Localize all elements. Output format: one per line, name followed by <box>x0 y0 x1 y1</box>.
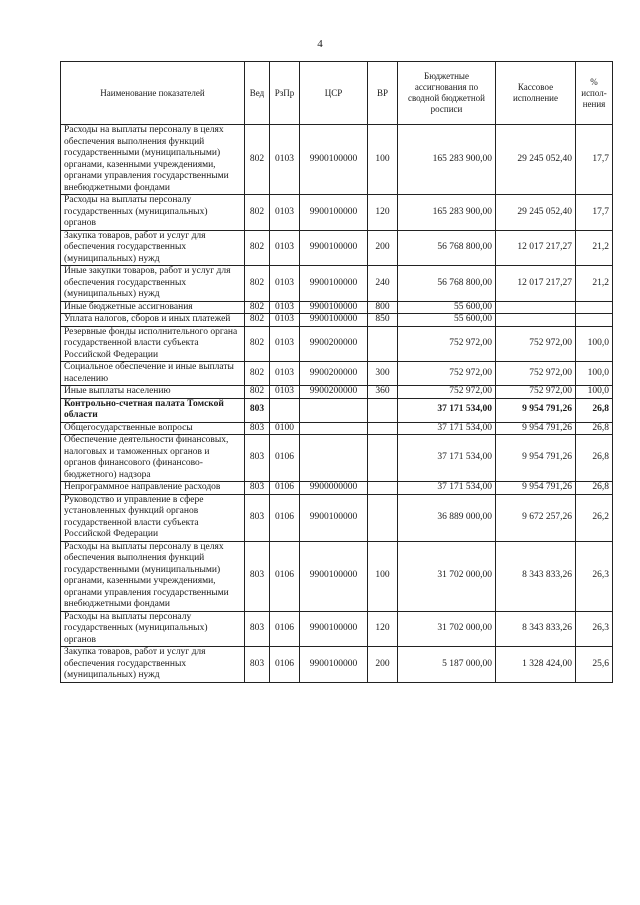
cell-assign: 37 171 534,00 <box>398 482 496 495</box>
cell-csr <box>300 422 368 435</box>
cell-csr: 9900100000 <box>300 314 368 327</box>
cell-rzpr: 0103 <box>270 362 300 386</box>
cell-vr <box>368 482 398 495</box>
cell-vr <box>368 326 398 362</box>
cell-name: Руководство и управление в сфере установленных функций органов государственной власти субъекта Российской Федерации <box>61 494 245 541</box>
cell-vr: 120 <box>368 195 398 231</box>
cell-csr: 9900000000 <box>300 482 368 495</box>
cell-pct: 21,2 <box>576 266 613 302</box>
cell-pct: 26,3 <box>576 541 613 611</box>
budget-execution-table <box>60 61 613 683</box>
cell-cash <box>496 314 576 327</box>
cell-assign: 56 768 800,00 <box>398 266 496 302</box>
cell-rzpr: 0106 <box>270 611 300 647</box>
cell-csr: 9900200000 <box>300 326 368 362</box>
cell-rzpr: 0106 <box>270 435 300 482</box>
cell-csr: 9900100000 <box>300 611 368 647</box>
cell-ved: 803 <box>245 482 270 495</box>
table-row <box>61 301 613 314</box>
cell-rzpr: 0103 <box>270 326 300 362</box>
cell-rzpr: 0106 <box>270 482 300 495</box>
cell-rzpr: 0103 <box>270 314 300 327</box>
cell-ved: 803 <box>245 398 270 422</box>
cell-name: Уплата налогов, сборов и иных платежей <box>61 314 245 327</box>
table-header-row <box>61 62 613 125</box>
table-row <box>61 482 613 495</box>
cell-vr: 100 <box>368 125 398 195</box>
cell-pct: 26,8 <box>576 398 613 422</box>
cell-rzpr: 0103 <box>270 195 300 231</box>
cell-pct: 26,3 <box>576 611 613 647</box>
cell-ved: 802 <box>245 125 270 195</box>
cell-vr <box>368 494 398 541</box>
table-row <box>61 362 613 386</box>
cell-cash: 9 954 791,26 <box>496 422 576 435</box>
cell-name: Расходы на выплаты персоналу в целях обеспечения выполнения функций государственными (муниципальными) органами, казенными учреждениями, органами управления государственными внебюджетными фондами <box>61 541 245 611</box>
cell-pct: 26,8 <box>576 435 613 482</box>
cell-rzpr: 0106 <box>270 494 300 541</box>
table-row <box>61 386 613 399</box>
header-assignments: Бюджетные ассигнования по сводной бюджетной росписи <box>398 62 496 125</box>
cell-name: Расходы на выплаты персоналу государственных (муниципальных) органов <box>61 611 245 647</box>
cell-vr <box>368 422 398 435</box>
cell-cash: 752 972,00 <box>496 362 576 386</box>
cell-vr: 200 <box>368 647 398 683</box>
cell-assign: 55 600,00 <box>398 314 496 327</box>
cell-rzpr: 0103 <box>270 301 300 314</box>
cell-rzpr: 0103 <box>270 125 300 195</box>
cell-ved: 802 <box>245 301 270 314</box>
cell-rzpr: 0100 <box>270 422 300 435</box>
cell-rzpr: 0106 <box>270 647 300 683</box>
table-row <box>61 125 613 195</box>
cell-vr: 240 <box>368 266 398 302</box>
table-row <box>61 398 613 422</box>
cell-pct: 26,2 <box>576 494 613 541</box>
cell-vr: 800 <box>368 301 398 314</box>
cell-csr: 9900100000 <box>300 230 368 266</box>
cell-pct: 100,0 <box>576 362 613 386</box>
header-cash-execution: Кассовое исполнение <box>496 62 576 125</box>
cell-pct: 100,0 <box>576 386 613 399</box>
table-row <box>61 230 613 266</box>
cell-pct: 26,8 <box>576 482 613 495</box>
table-row <box>61 195 613 231</box>
cell-ved: 802 <box>245 195 270 231</box>
cell-name: Иные закупки товаров, работ и услуг для обеспечения государственных (муниципальных) нужд <box>61 266 245 302</box>
table-row <box>61 422 613 435</box>
cell-pct: 26,8 <box>576 422 613 435</box>
cell-ved: 802 <box>245 314 270 327</box>
cell-pct: 21,2 <box>576 230 613 266</box>
cell-cash: 12 017 217,27 <box>496 266 576 302</box>
cell-name: Резервные фонды исполнительного органа государственной власти субъекта Российской Федерации <box>61 326 245 362</box>
cell-csr: 9900100000 <box>300 647 368 683</box>
cell-vr: 120 <box>368 611 398 647</box>
header-rzpr: РзПр <box>270 62 300 125</box>
cell-pct: 17,7 <box>576 125 613 195</box>
cell-name: Иные выплаты населению <box>61 386 245 399</box>
header-vr: ВР <box>368 62 398 125</box>
cell-csr <box>300 435 368 482</box>
header-name: Наименование показателей <box>61 62 245 125</box>
cell-ved: 803 <box>245 494 270 541</box>
cell-pct: 25,6 <box>576 647 613 683</box>
cell-assign: 31 702 000,00 <box>398 541 496 611</box>
page-number: 4 <box>317 38 323 50</box>
cell-csr: 9900200000 <box>300 362 368 386</box>
cell-cash: 8 343 833,26 <box>496 611 576 647</box>
cell-ved: 803 <box>245 435 270 482</box>
cell-assign: 31 702 000,00 <box>398 611 496 647</box>
header-percent: % испол-нения <box>576 62 613 125</box>
cell-name: Расходы на выплаты персоналу государственных (муниципальных) органов <box>61 195 245 231</box>
table-row <box>61 266 613 302</box>
cell-cash: 9 954 791,26 <box>496 398 576 422</box>
cell-name: Обеспечение деятельности финансовых, налоговых и таможенных органов и органов финансового (финансово-бюджетного) надзора <box>61 435 245 482</box>
cell-assign: 55 600,00 <box>398 301 496 314</box>
cell-name: Расходы на выплаты персоналу в целях обеспечения выполнения функций государственными (муниципальными) органами, казенными учреждениями, органами управления государственными внебюджетными фондами <box>61 125 245 195</box>
cell-cash: 1 328 424,00 <box>496 647 576 683</box>
cell-vr <box>368 435 398 482</box>
cell-csr: 9900100000 <box>300 494 368 541</box>
cell-assign: 5 187 000,00 <box>398 647 496 683</box>
cell-name: Иные бюджетные ассигнования <box>61 301 245 314</box>
cell-cash: 9 954 791,26 <box>496 482 576 495</box>
cell-assign: 56 768 800,00 <box>398 230 496 266</box>
cell-ved: 802 <box>245 326 270 362</box>
cell-pct: 100,0 <box>576 326 613 362</box>
table-row <box>61 435 613 482</box>
cell-assign: 165 283 900,00 <box>398 195 496 231</box>
cell-name: Социальное обеспечение и иные выплаты населению <box>61 362 245 386</box>
cell-assign: 165 283 900,00 <box>398 125 496 195</box>
cell-ved: 803 <box>245 647 270 683</box>
cell-csr: 9900100000 <box>300 266 368 302</box>
cell-csr: 9900100000 <box>300 125 368 195</box>
table-row <box>61 541 613 611</box>
cell-ved: 802 <box>245 362 270 386</box>
cell-assign: 37 171 534,00 <box>398 435 496 482</box>
cell-assign: 752 972,00 <box>398 362 496 386</box>
cell-cash: 9 954 791,26 <box>496 435 576 482</box>
cell-rzpr: 0103 <box>270 230 300 266</box>
cell-cash: 8 343 833,26 <box>496 541 576 611</box>
table-row <box>61 314 613 327</box>
cell-vr: 100 <box>368 541 398 611</box>
cell-vr: 360 <box>368 386 398 399</box>
cell-assign: 36 889 000,00 <box>398 494 496 541</box>
cell-pct <box>576 314 613 327</box>
cell-assign: 752 972,00 <box>398 386 496 399</box>
cell-cash <box>496 301 576 314</box>
table-row <box>61 494 613 541</box>
cell-csr: 9900100000 <box>300 301 368 314</box>
cell-pct <box>576 301 613 314</box>
cell-rzpr <box>270 398 300 422</box>
cell-cash: 752 972,00 <box>496 386 576 399</box>
cell-rzpr: 0103 <box>270 386 300 399</box>
cell-ved: 803 <box>245 541 270 611</box>
cell-assign: 752 972,00 <box>398 326 496 362</box>
cell-csr: 9900100000 <box>300 195 368 231</box>
cell-csr <box>300 398 368 422</box>
cell-vr: 200 <box>368 230 398 266</box>
cell-cash: 29 245 052,40 <box>496 195 576 231</box>
cell-ved: 802 <box>245 230 270 266</box>
cell-vr <box>368 398 398 422</box>
cell-ved: 803 <box>245 422 270 435</box>
cell-cash: 29 245 052,40 <box>496 125 576 195</box>
table-row <box>61 647 613 683</box>
cell-name: Контрольно-счетная палата Томской области <box>61 398 245 422</box>
cell-ved: 802 <box>245 266 270 302</box>
cell-vr: 850 <box>368 314 398 327</box>
table-row <box>61 611 613 647</box>
cell-cash: 9 672 257,26 <box>496 494 576 541</box>
cell-ved: 802 <box>245 386 270 399</box>
cell-assign: 37 171 534,00 <box>398 422 496 435</box>
table-row <box>61 326 613 362</box>
cell-rzpr: 0106 <box>270 541 300 611</box>
header-ved: Вед <box>245 62 270 125</box>
cell-name: Закупка товаров, работ и услуг для обеспечения государственных (муниципальных) нужд <box>61 647 245 683</box>
cell-cash: 12 017 217,27 <box>496 230 576 266</box>
cell-name: Закупка товаров, работ и услуг для обеспечения государственных (муниципальных) нужд <box>61 230 245 266</box>
cell-csr: 9900100000 <box>300 541 368 611</box>
cell-csr: 9900200000 <box>300 386 368 399</box>
cell-assign: 37 171 534,00 <box>398 398 496 422</box>
cell-name: Общегосударственные вопросы <box>61 422 245 435</box>
cell-vr: 300 <box>368 362 398 386</box>
cell-rzpr: 0103 <box>270 266 300 302</box>
cell-name: Непрограммное направление расходов <box>61 482 245 495</box>
cell-pct: 17,7 <box>576 195 613 231</box>
cell-cash: 752 972,00 <box>496 326 576 362</box>
cell-ved: 803 <box>245 611 270 647</box>
header-csr: ЦСР <box>300 62 368 125</box>
